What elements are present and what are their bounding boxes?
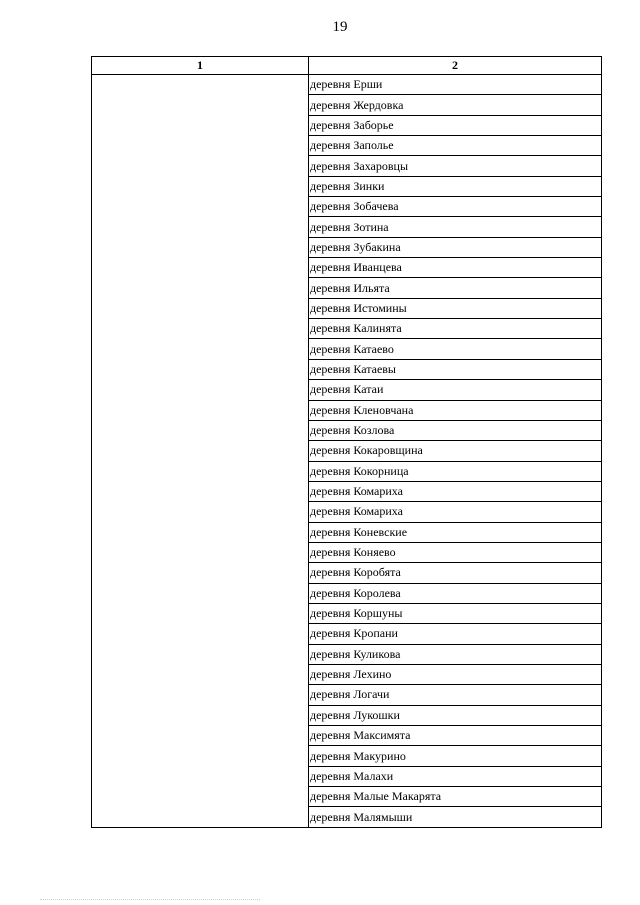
settlement-name: деревня Макурино — [310, 748, 406, 763]
column-header-1: 1 — [92, 57, 309, 75]
settlement-cell — [309, 563, 602, 583]
settlement-cell — [309, 583, 602, 603]
settlement-name: деревня Заборье — [310, 117, 394, 132]
settlement-cell — [309, 787, 602, 807]
settlement-cell — [309, 217, 602, 237]
settlement-cell — [309, 339, 602, 359]
settlement-cell — [309, 176, 602, 196]
settlement-name: деревня Зобачева — [310, 199, 399, 214]
settlement-name: деревня Заполье — [310, 138, 394, 153]
settlement-cell — [309, 644, 602, 664]
settlement-name: деревня Коневские — [310, 524, 408, 539]
settlement-name: деревня Комариха — [310, 504, 403, 519]
page-number: 19 — [332, 19, 348, 35]
scan-artifact-marks — [40, 899, 260, 903]
column-1-cell — [92, 75, 309, 828]
table-body — [92, 75, 602, 828]
settlement-cell — [309, 441, 602, 461]
settlement-name: деревня Истомины — [310, 300, 407, 315]
settlement-name: деревня Коробята — [310, 565, 401, 580]
settlement-cell — [309, 75, 602, 95]
settlement-name: деревня Королева — [310, 585, 401, 600]
settlement-name: деревня Логачи — [310, 687, 390, 702]
settlement-name: деревня Калинята — [310, 321, 402, 336]
settlement-cell — [309, 481, 602, 501]
settlement-cell — [309, 258, 602, 278]
settlement-name: деревня Лукошки — [310, 707, 400, 722]
settlement-cell — [309, 603, 602, 623]
settlement-name: деревня Зотина — [310, 219, 389, 234]
settlement-cell — [309, 237, 602, 257]
settlement-cell — [309, 624, 602, 644]
column-header-2: 2 — [309, 57, 602, 75]
settlement-name: деревня Катаи — [310, 382, 384, 397]
settlement-cell — [309, 136, 602, 156]
settlement-cell — [309, 461, 602, 481]
settlement-cell — [309, 522, 602, 542]
table-row — [92, 75, 602, 95]
settlement-cell — [309, 502, 602, 522]
settlement-name: деревня Коршуны — [310, 606, 403, 621]
settlement-name: деревня Жердовка — [310, 97, 404, 112]
settlement-cell — [309, 278, 602, 298]
settlement-cell — [309, 420, 602, 440]
settlement-name: деревня Катаево — [310, 341, 394, 356]
settlement-name: деревня Ерши — [310, 77, 383, 92]
settlement-cell — [309, 156, 602, 176]
settlement-cell — [309, 115, 602, 135]
settlement-name: деревня Кокаровщина — [310, 443, 423, 458]
settlement-cell — [309, 400, 602, 420]
settlement-cell — [309, 380, 602, 400]
settlement-cell — [309, 705, 602, 725]
settlement-name: деревня Кокорница — [310, 463, 409, 478]
settlement-name: деревня Зубакина — [310, 239, 401, 254]
settlement-name: деревня Захаровцы — [310, 158, 409, 173]
table-header-row — [92, 57, 602, 75]
settlement-cell — [309, 766, 602, 786]
settlement-name: деревня Кропани — [310, 626, 398, 641]
settlement-name: деревня Малые Макарята — [310, 789, 442, 804]
settlements-table — [91, 56, 602, 828]
settlement-cell — [309, 746, 602, 766]
settlement-name: деревня Ильята — [310, 280, 390, 295]
settlement-name: деревня Лехино — [310, 667, 392, 682]
settlement-name: деревня Катаевы — [310, 361, 396, 376]
settlement-cell — [309, 197, 602, 217]
settlement-cell — [309, 359, 602, 379]
settlement-cell — [309, 807, 602, 827]
settlement-cell — [309, 542, 602, 562]
settlement-name: деревня Козлова — [310, 423, 395, 438]
settlement-cell — [309, 95, 602, 115]
settlement-name: деревня Иванцева — [310, 260, 402, 275]
settlement-cell — [309, 298, 602, 318]
settlement-cell — [309, 726, 602, 746]
settlement-name: деревня Комариха — [310, 484, 403, 499]
settlement-cell — [309, 685, 602, 705]
settlement-name: деревня Зинки — [310, 178, 385, 193]
settlement-cell — [309, 664, 602, 684]
settlement-cell — [309, 319, 602, 339]
settlement-name: деревня Куликова — [310, 646, 401, 661]
settlement-name: деревня Малахи — [310, 768, 394, 783]
settlement-name: деревня Малямыши — [310, 809, 413, 824]
settlement-name: деревня Кленовчана — [310, 402, 414, 417]
settlement-name: деревня Максимята — [310, 728, 411, 743]
settlement-name: деревня Коняево — [310, 545, 396, 560]
